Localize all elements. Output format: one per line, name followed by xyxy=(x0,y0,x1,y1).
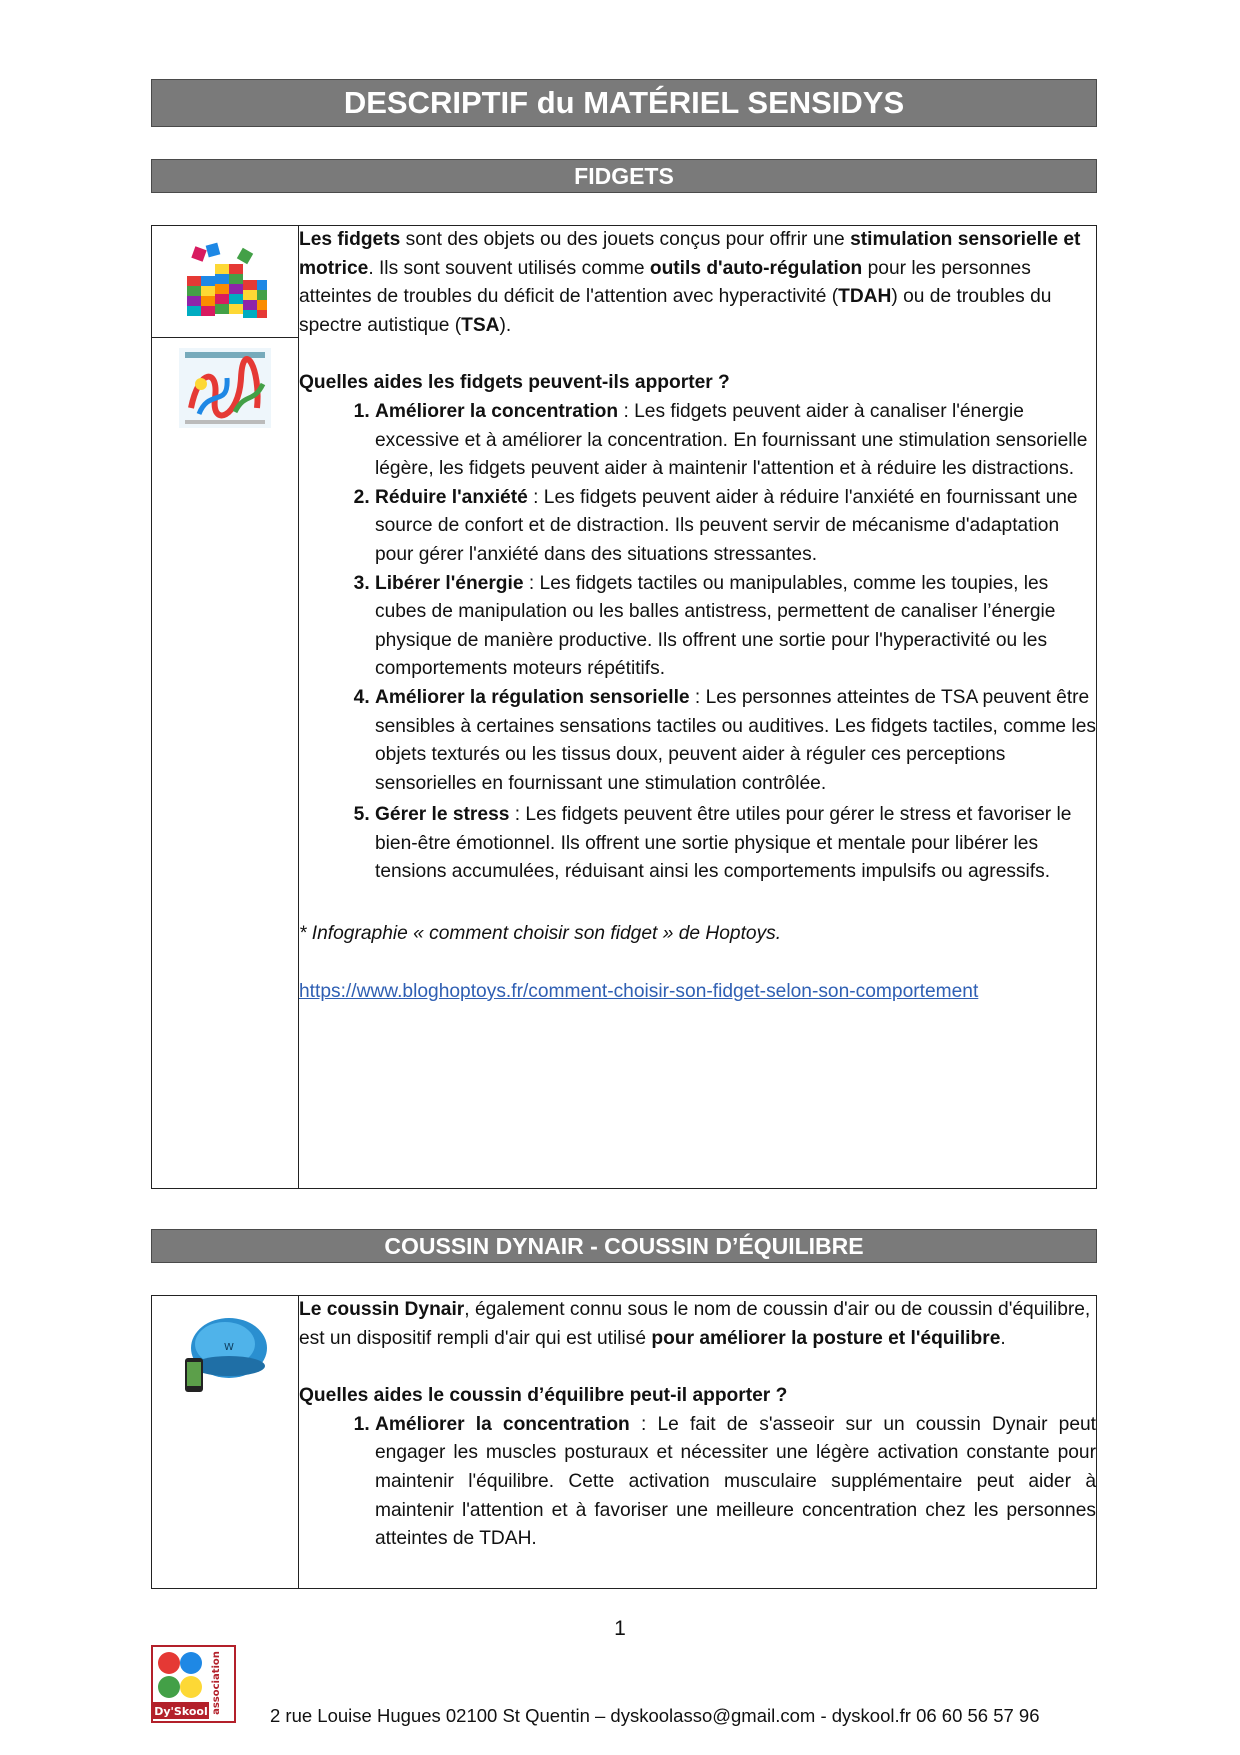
list-item: 3. Libérer l'énergie : Les fidgets tactiles ou manipulables, comme les toupies, les cubes de manipulation ou les balles antistress, permettent de canaliser l’énergie physique de manière productive. Ils offrent une sortie pour l'hyperactivité ou les comportements moteurs répétitifs. xyxy=(375,570,1096,684)
intro-bold-outils: outils d'auto-régulation xyxy=(649,257,863,279)
intro-text: ) ou de troubles du spectre autistique ( xyxy=(299,286,1052,336)
infographic-note: * Infographie « comment choisir son fidget » de Hoptoys. xyxy=(299,923,782,945)
list-item: 1. Améliorer la concentration : Le fait de s'asseoir sur un coussin Dynair peut engager les muscles posturaux et nécessiter une légère activation constante pour maintenir l'équilibre. Cette activation musculaire supplémentaire peut aider à maintenir l'attention et à favoriser une meilleure concentration chez les personnes atteintes de TDAH. xyxy=(375,1411,1096,1554)
intro-text: pour les personnes atteintes de troubles du déficit de l'attention avec hyperactivité ( xyxy=(299,257,1031,308)
fidget-cubes-image xyxy=(152,226,298,338)
list-item: 2. Réduire l'anxiété : Les fidgets peuvent aider à réduire l'anxiété en fournissant une source de confort et de distraction. Ils peuvent servir de mécanisme d'adaptation pour gérer l'anxiété dans des situations stressantes. xyxy=(375,484,1096,570)
list-item: 4. Améliorer la régulation sensorielle : Les personnes atteintes de TSA peuvent être sensibles à certaines sensations tactiles ou auditives. Les fidgets tactiles, comme les objets texturés ou les tissus doux, peuvent aider à réguler ces perceptions sensorielles en fournissant une stimulation contrôlée. xyxy=(375,684,1096,798)
coussin-benefits-list xyxy=(299,1411,1096,1554)
coussin-table xyxy=(151,1295,1097,1589)
intro-bold-tdah: TDAH xyxy=(838,286,892,308)
intro-bold-posture: pour améliorer la posture et l'équilibre xyxy=(651,1327,1001,1349)
intro-bold-stimulation: stimulation sensorielle et motrice xyxy=(299,229,1081,279)
intro-text: sont des objets ou des jouets conçus pour offrir une xyxy=(400,229,851,250)
intro-text: , également connu sous le nom de coussin d'air ou de coussin d'équilibre, est un dispositif rempli d'air qui est utilisé xyxy=(299,1299,1091,1349)
fidgets-table xyxy=(151,225,1097,1189)
svg-text:W: W xyxy=(224,1342,234,1353)
hoptoys-link[interactable]: https://www.bloghoptoys.fr/comment-choisir-son-fidget-selon-son-comportement xyxy=(299,980,979,1002)
intro-text: . Ils sont souvent utilisés comme xyxy=(368,257,650,279)
coussin-intro xyxy=(299,1296,1096,1353)
intro-bold-coussin: Le coussin Dynair xyxy=(299,1299,465,1320)
section-heading-fidgets: FIDGETS xyxy=(151,159,1097,193)
dyskool-logo xyxy=(151,1645,236,1723)
list-item: 5. Gérer le stress : Les fidgets peuvent être utiles pour gérer le stress et favoriser le bien-être émotionnel. Ils offrent une sortie physique et mentale pour libérer les tensions accumulées, réduisant ainsi les comportements impulsifs ou agressifs. xyxy=(375,801,1096,887)
fidgets-question: Quelles aides les fidgets peuvent-ils apporter ? xyxy=(299,372,730,394)
svg-text:Dy'Skool: Dy'Skool xyxy=(154,1705,208,1718)
fidgets-image-column xyxy=(152,226,299,1189)
balance-cushion-image xyxy=(152,1296,298,1400)
section-heading-coussin: COUSSIN DYNAIR - COUSSIN D’ÉQUILIBRE xyxy=(151,1229,1097,1263)
fidgets-intro xyxy=(299,226,1096,340)
page-title: DESCRIPTIF du MATÉRIEL SENSIDYS xyxy=(151,79,1097,127)
tangle-fidget-image xyxy=(152,338,298,428)
svg-text:association: association xyxy=(211,1651,222,1715)
list-item: 1. Améliorer la concentration : Les fidgets peuvent aider à canaliser l'énergie excessive et à améliorer la concentration. En fournissant une stimulation sensorielle légère, les fidgets peuvent aider à maintenir l'attention et à réduire les distractions. xyxy=(375,398,1096,484)
intro-text: . xyxy=(1000,1327,1006,1349)
fidgets-benefits-list xyxy=(299,398,1096,887)
coussin-text xyxy=(299,1296,1097,1589)
coussin-question: Quelles aides le coussin d’équilibre peut-il apporter ? xyxy=(299,1385,788,1407)
fidgets-text xyxy=(299,226,1097,1189)
page-number: 1 xyxy=(614,1617,626,1640)
intro-bold-fidgets: Les fidgets xyxy=(299,229,401,250)
intro-bold-tsa: TSA xyxy=(461,314,500,336)
footer-contact: 2 rue Louise Hugues 02100 St Quentin – dyskoolasso@gmail.com - dyskool.fr 06 60 56 57 96 xyxy=(270,1705,1040,1726)
coussin-image-column xyxy=(152,1296,299,1589)
intro-text: ). xyxy=(499,314,512,336)
